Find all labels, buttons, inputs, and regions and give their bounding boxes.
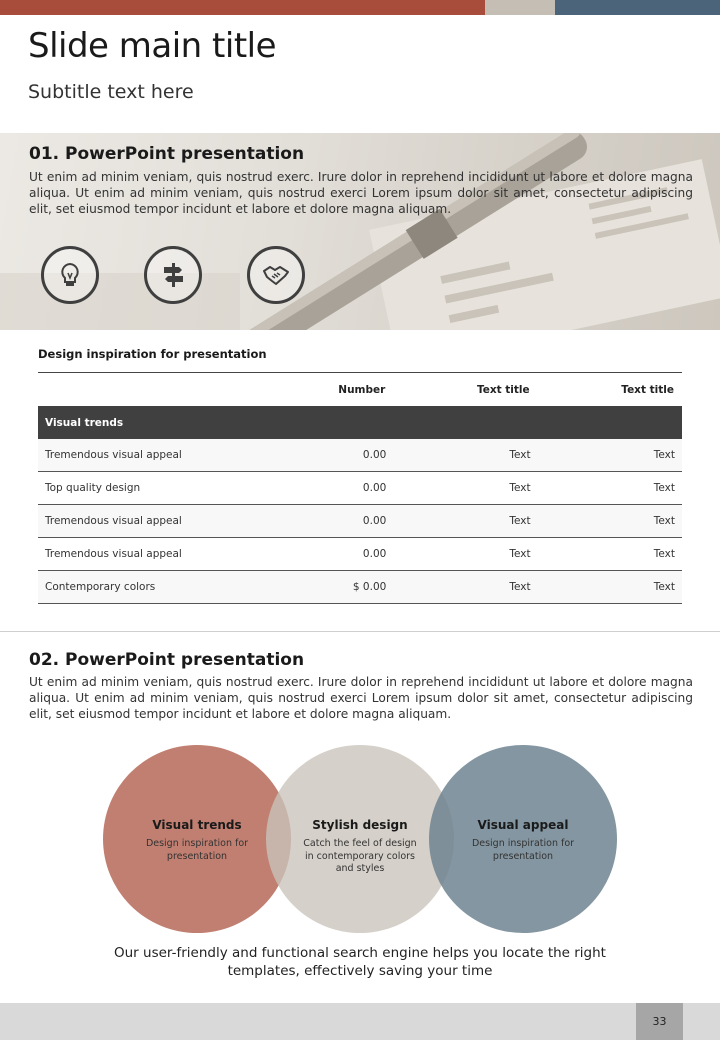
table-cell-text: Text	[538, 538, 682, 571]
venn-title: Stylish design	[312, 818, 408, 832]
table-row	[38, 472, 682, 505]
table-header-text-title-1: Text title	[393, 373, 537, 407]
section1-paragraph: Ut enim ad minim veniam, quis nostrud exerc. Irure dolor in reprehend incididunt ut labore et dolore magna aliqua. Ut enim ad minim veniam, quis nostrud exerci Lorem ipsum dolor sit amet, consectetur adipiscing elit, set eiusmod tempor incidunt et labore et dolore magna aliquam.	[29, 170, 693, 216]
top-bar-segment-blue	[555, 0, 720, 15]
table-cell-text: Text	[393, 505, 537, 538]
signpost-icon	[144, 246, 202, 304]
table-row	[38, 505, 682, 538]
table-cell-text: Text	[393, 472, 537, 505]
top-bar-segment-red	[0, 0, 485, 15]
table-cell-text: Text	[538, 571, 682, 604]
table-cell-label: Top quality design	[38, 472, 284, 505]
venn-title: Visual trends	[152, 818, 242, 832]
venn-description: Catch the feel of design in contemporary colors and styles	[303, 838, 417, 874]
page-title: Slide main title	[28, 26, 277, 66]
venn-title: Visual appeal	[477, 818, 569, 832]
hero-banner	[0, 133, 720, 330]
venn-description: Design inspiration for presentation	[145, 838, 249, 862]
table-title: Design inspiration for presentation	[38, 347, 267, 361]
top-color-bar	[0, 0, 720, 15]
venn-label-stylish-design	[266, 818, 454, 876]
table-header-number: Number	[284, 373, 393, 407]
table-cell-number: 0.00	[284, 439, 393, 472]
table-group-row	[38, 406, 682, 439]
table-group-label: Visual trends	[38, 406, 682, 439]
table-cell-number: 0.00	[284, 505, 393, 538]
table-header-row	[38, 373, 682, 407]
section2-paragraph: Ut enim ad minim veniam, quis nostrud exerc. Irure dolor in reprehend incididunt ut labore et dolore magna aliqua. Ut enim ad minim veniam, quis nostrud exerci Lorem ipsum dolor sit amet, consectetur adipiscing elit, set eiusmod tempor incidunt et labore et dolore magna aliquam.	[29, 675, 693, 721]
table-cell-number: 0.00	[284, 538, 393, 571]
table-cell-label: Contemporary colors	[38, 571, 284, 604]
table-cell-text: Text	[393, 571, 537, 604]
top-bar-segment-beige	[485, 0, 555, 15]
section1-heading: 01. PowerPoint presentation	[29, 144, 305, 164]
table-header-empty	[38, 373, 284, 407]
table-row	[38, 439, 682, 472]
lightbulb-icon	[41, 246, 99, 304]
table-cell-number: $ 0.00	[284, 571, 393, 604]
venn-diagram	[0, 745, 720, 935]
table-cell-number: 0.00	[284, 472, 393, 505]
data-table	[38, 372, 682, 604]
table-cell-text: Text	[393, 538, 537, 571]
venn-label-visual-trends	[103, 818, 291, 863]
table-cell-text: Text	[538, 472, 682, 505]
handshake-icon	[247, 246, 305, 304]
page-number: 33	[636, 1003, 683, 1040]
tagline: Our user-friendly and functional search engine helps you locate the right templates, effectively saving your time	[114, 945, 606, 979]
section-divider	[0, 631, 720, 632]
table-cell-text: Text	[538, 505, 682, 538]
table-cell-text: Text	[538, 439, 682, 472]
table-cell-label: Tremendous visual appeal	[38, 538, 284, 571]
table-header-text-title-2: Text title	[538, 373, 682, 407]
table-cell-label: Tremendous visual appeal	[38, 439, 284, 472]
table-cell-text: Text	[393, 439, 537, 472]
table-row	[38, 571, 682, 604]
table-cell-label: Tremendous visual appeal	[38, 505, 284, 538]
section2-heading: 02. PowerPoint presentation	[29, 650, 305, 670]
footer-bar	[0, 1003, 720, 1040]
venn-label-visual-appeal	[429, 818, 617, 863]
table-row	[38, 538, 682, 571]
venn-description: Design inspiration for presentation	[471, 838, 575, 862]
page-subtitle: Subtitle text here	[28, 81, 194, 103]
